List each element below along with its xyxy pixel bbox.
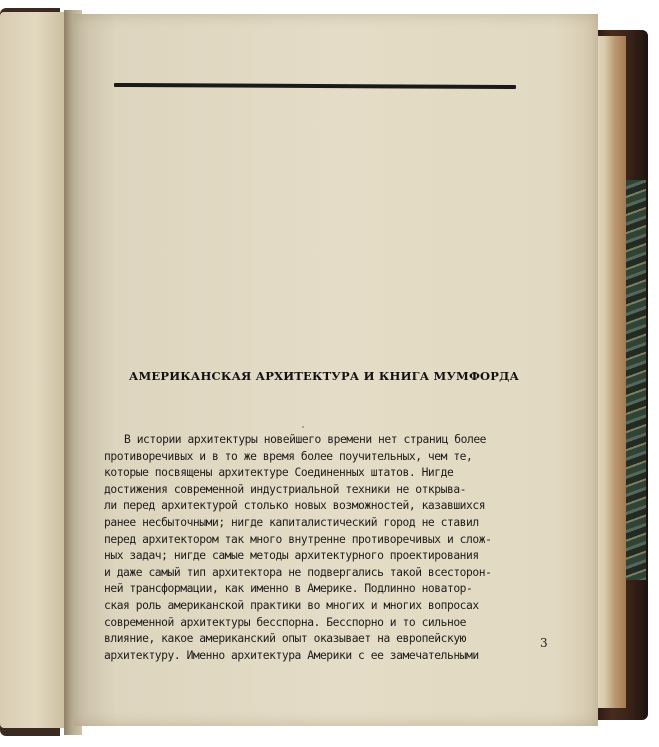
text-line: достижения современной индустриальной техники не открыва- <box>104 482 467 496</box>
text-line: ранее несбыточными; нигде капиталистический город не ставил <box>104 515 479 529</box>
text-line: и даже самый тип архитектора не подвергались такой всесторон- <box>104 565 492 579</box>
left-page <box>0 12 72 728</box>
text-line: ли перед архитектурой столько новых возможностей, казавшихся <box>104 499 486 513</box>
text-line: архитектуру. Именно архитектура Америки с ее замечательными <box>104 648 479 662</box>
chapter-title: АМЕРИКАНСКАЯ АРХИТЕКТУРА И КНИГА МУМФОРДА <box>128 369 520 383</box>
text-line: современной архитектуры бесспорна. Бесспорно и то сильное <box>104 615 467 629</box>
header-rule <box>114 83 516 89</box>
text-line: противоречивых и в то же время более поучительных, чем те, <box>104 449 473 463</box>
text-line: ней трансформации, как именно в Америке. Подлинно новатор- <box>104 582 473 596</box>
text-line: ных задач; нигде самые методы архитектурного проектирования <box>104 549 479 563</box>
text-line: влияние, какое американский опыт оказывает на европейскую <box>104 632 467 646</box>
right-page <box>74 14 598 726</box>
text-line: которые посвящены архитектуре Соединенных штатов. Нигде <box>104 466 454 480</box>
cover-marbling <box>626 180 646 580</box>
text-line: В истории архитектуры новейшего времени нет страниц более <box>124 433 487 446</box>
page-number: 3 <box>540 636 548 650</box>
body-text <box>104 432 564 664</box>
paper-spot <box>302 426 304 428</box>
text-line: перед архитектором так много внутренне противоречивых и слож- <box>104 532 492 546</box>
text-line: ская роль американской практики во многих и многих вопросах <box>104 598 479 612</box>
